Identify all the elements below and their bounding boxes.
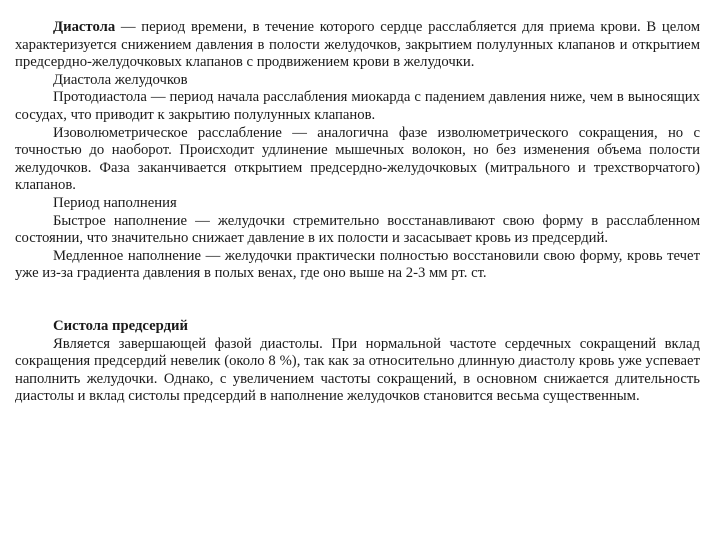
- ventricular-diastole-heading: Диастола желудочков: [53, 71, 188, 88]
- atrial-systole-paragraph: Является завершающей фазой диастолы. При нормальной частоте сердечных сокращений вклад сокращения предсердий невелик (около 8 %), так как за относительно длинную диастолу кровь уже успевает наполнить желудочки. Однако, с увеличением частоты сокращений, в основном снижается длительность диастолы и вклад систолы предсердий в наполнение желудочков становится весьма существенным.: [15, 335, 700, 405]
- diastole-term: Диастола: [53, 19, 116, 35]
- diastole-definition-paragraph: [15, 19, 700, 72]
- slow-filling-paragraph: Медленное наполнение — желудочки практически полностью восстановили свою форму, кровь течет уже из-за градиента давления в полых венах, где оно выше на 2-3 мм рт. ст.: [15, 247, 700, 282]
- isovolumetric-relaxation-paragraph: Изоволюметрическое расслабление — аналогична фазе изволюметрического сокращения, но с точностью до наоборот. Происходит удлинение мышечных волокон, но без изменения объема полости желудочков. Фаза заканчивается открытием предсердно-желудочковых (митрального и трехстворчатого) клапанов.: [15, 124, 700, 194]
- rapid-filling-paragraph: Быстрое наполнение — желудочки стремительно восстанавливают свою форму в расслабленном состоянии, что значительно снижает давление в их полости и засасывает кровь из предсердий.: [15, 212, 700, 247]
- diastole-definition-text: — период времени, в течение которого сердце расслабляется для приема крови. В целом характеризуется снижением давления в полости желудочков, закрытием полулунных клапанов и открытием предсердно-желудочковых клапанов с продвижением крови в желудочки.: [15, 19, 700, 71]
- atrial-systole-heading-text: Систола предсердий: [53, 317, 188, 334]
- protodiastole-paragraph: Протодиастола — период начала расслабления миокарда с падением давления ниже, чем в выносящих сосудах, что приводит к закрытию полулунных клапанов.: [15, 89, 700, 123]
- section-spacer: [15, 283, 700, 318]
- atrial-systole-heading: [15, 318, 700, 336]
- document-page: [15, 19, 700, 406]
- filling-period-heading: Период наполнения: [53, 194, 177, 211]
